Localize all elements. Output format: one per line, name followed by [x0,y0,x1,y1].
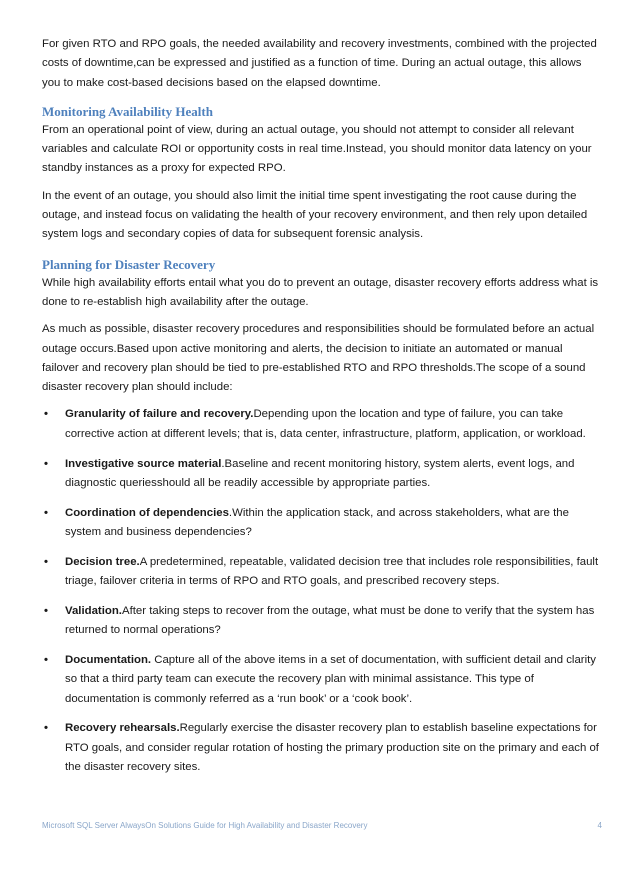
planning-paragraph-1: While high availability efforts entail what you do to prevent an outage, disaster recovery efforts address what is done to re-establish high availability after the outage. [42,276,599,308]
list-item-text: After taking steps to recover from the outage, what must be done to verify that the system has returned to normal operations? [65,604,595,637]
bullet-icon: • [44,408,48,421]
list-item [42,719,602,777]
bullet-icon: • [44,722,48,735]
bullet-icon: • [44,506,48,519]
monitoring-paragraph-2: In the event of an outage, you should also limit the initial time spent investigating the root cause during the outage, and instead focus on validating the health of your recovery environment, and then rely upon detailed system logs and secondary copies of data for subsequent forensic analysis. [42,189,588,241]
list-item-term: Documentation. [65,653,152,666]
section-heading-monitoring: Monitoring Availability Health [42,103,213,119]
planning-paragraph-2: As much as possible, disaster recovery procedures and responsibilities should be formulated before an actual outage occurs.Based upon active monitoring and alerts, the decision to initiate an automated or manual failover and recovery plan should be tied to pre-established RTO and RPO thresholds.The scope of a sound disaster recovery plan should include: [42,323,595,394]
list-item [42,651,602,709]
bullet-icon: • [44,604,48,617]
list-item-text: A predetermined, repeatable, validated decision tree that includes role responsibilities, fault triage, failover criteria in terms of RPO and RTO goals, and prescribed recovery steps. [65,555,599,588]
recovery-plan-list [42,405,602,777]
list-item [42,504,602,543]
list-item-term: Validation. [65,604,122,617]
page-content [42,35,602,788]
list-item-term: Decision tree. [65,555,140,568]
bullet-icon: • [44,457,48,470]
page-number: 4 [597,821,602,830]
monitoring-paragraph-1: From an operational point of view, during an actual outage, you should not attempt to consider all relevant variables and calculate ROI or opportunity costs in real time.Instead, you should monitor data latency on your standby instances as a proxy for expected RPO. [42,123,592,175]
list-item-term: Recovery rehearsals. [65,722,180,735]
list-item-text: .Baseline and recent monitoring history, system alerts, event logs, and diagnostic queriesshould all be readily accessible by appropriate parties. [65,457,575,489]
intro-paragraph: For given RTO and RPO goals, the needed availability and recovery investments, combined with the projected costs of downtime,can be expressed and justified as a function of time. During an actual outage, this allows you to make cost-based decisions based on the elapsed downtime. [42,38,597,89]
list-item-text: .Within the application stack, and across stakeholders, what are the system and business dependencies? [65,506,569,538]
list-item [42,553,602,592]
page-footer [42,821,602,830]
section-heading-planning: Planning for Disaster Recovery [42,256,216,272]
list-item-text: Regularly exercise the disaster recovery plan to establish baseline expectations for RTO goals, and consider regular rotation of hosting the primary production site on the primary and each of the disaster recovery sites. [65,722,599,773]
list-item-term: Coordination of dependencies [65,506,229,519]
bullet-icon: • [44,555,48,568]
list-item-text: Capture all of the above items in a set of documentation, with sufficient detail and clarity so that a third party team can execute the recovery plan with minimal assistance. This type of documentation is commonly referred as a ‘run book’ or a ‘cook book’. [65,653,596,705]
list-item-term: Investigative source material [65,457,222,470]
list-item-text: Depending upon the location and type of failure, you can take corrective action at different levels; that is, data center, infrastructure, platform, application, or workload. [65,408,586,440]
list-item-term: Granularity of failure and recovery. [65,408,254,421]
footer-title: Microsoft SQL Server AlwaysOn Solutions Guide for High Availability and Disaster Recovery [42,821,368,830]
list-item [42,455,602,494]
list-item [42,405,602,444]
list-item [42,602,602,641]
bullet-icon: • [44,653,48,666]
